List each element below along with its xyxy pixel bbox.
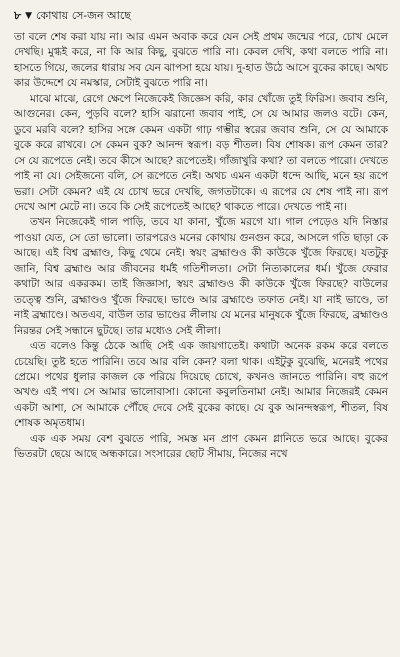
- page-number: ৮: [14, 8, 22, 22]
- paragraph: তা বলে শেষ করা যায় না। আর এমন অবাক করে যেন সেই প্রথম জন্মের পরে, চোখ মেলে দেখছি। মুগ্ধই করে, না কি আর কিছু, বুঝতে পারি না। কেবল দেখি, কথা বলতে পারি না। হাসতে গিয়ে, জলের ধারায় সব যেন ঝাপসা হয়ে যায়। দু-হাত উঠে আসে বুকের কাছে। অথচ কার উদ্দেশে যে নমস্কার, সেটাই বুঝতে পারি না।: [14, 31, 388, 90]
- body-text: [14, 30, 388, 463]
- paragraph: এত বলেও কিন্তু ঠেকে আছি সেই এক জায়গাতেই। কথাটা অনেক রকম করে বলতে চেয়েছি। তুষ্ট হতে পারিনি। তবে আর বলি কেন? বলা থাক। এইটুকু বুঝেছি, মনেরই পথের প্রেমে। পথের ধুলার কাজল কে পরিয়ে দিয়েছে চোখে, কখনও জানতে পারিনি। বহু রূপে অখণ্ড এই পথ। সে আমার ভালোবাসা। কোনো কবুলতিনামা নেই। আমার নিজেরই কেমন একটা আশা, সে আমাকে পৌঁছে দেবে সেই বুকের কাছে। যে বুক আনন্দস্বরূপ, শীতল, বিষ শোষক অমৃতধাম।: [14, 340, 388, 430]
- paragraph: মাঝে মাঝে, রেগে ক্ষেপে নিজেকেই জিজ্ঞেস করি, কার খোঁজে তুই ফিরিস। জবাব শুনি, আগুনের। কেন, পুড়বি বলে? হাসি ঝরানো জবাব পাই, সে যে আমার জলও বটে। কেন, ডুবে মরবি বলে? হাসির সঙ্গে কেমন একটা গাঢ় গম্ভীর স্বরের জবাব শুনি, সে যে আমাকে বুকে করে রাখবে। সে কেমন বুক? আনন্দ স্বরূপ। বড় শীতল। বিষ শোষক। রূপ কেমন তার? সে যে রূপেতে নেই। তবে কীসে আছে? রূপেতেই। গাঁজাখুরি কথা? তা বলতে পারো। দেখতে পাই না যে। সেইজন্যে বলি, সে রূপেতে নেই। অথচ এমন একটা ধন্দে আছি, মনে হয় রূপে ভরা। সেটা কেমন? এই যে চোখ ভরে দেখছি, জগতটাকে। এ রূপের যে শেষ পাই না। রূপ দেখে আশ মেটে না। তবে কি সেই রূপেতেই আছে? থাকতে পারে। দেখতে পাই না।: [14, 92, 388, 213]
- paragraph: এক এক সময় বেশ বুঝতে পারি, সমস্ত মন প্রাণ কেমন গ্লানিতে ভরে আছে। বুকের ভিতরটা ছেয়ে আছে অন্ধকারে। সংসারের ছোট সীমায়, নিজের নখে: [14, 432, 388, 461]
- chapter-title: কোথায় সে-জন আছে: [36, 8, 131, 22]
- triangle-icon: ▼: [25, 11, 33, 21]
- running-head: [14, 8, 388, 24]
- paragraph: তখন নিজেকেই গাল পাড়ি, তবে যা কানা, খুঁজে মরগে যা। গাল পেড়েও যদি নিস্তার পাওয়া যেত, সে তো ভালো। তারপরেও মনের কোথায় গুনগুন করে, আসলে গতি ছাড়া কে আছে। এই বিশ্ব ব্রহ্মাণ্ড, কিছু থেমে নেই। স্বয়ং ব্রহ্মাণ্ডও কী কাউকে খুঁজে ফিরছে। যতটুকু জানি, বিশ্ব ব্রহ্মাণ্ড আর জীবনের ধর্মই গতিশীলতা। সেটা নিত্যকালের ধর্ম। খুঁজে ফেরার কথাটা আর একরকম। তাই জিজ্ঞাসা, স্বয়ং ব্রহ্মাণ্ডও কী কাউকে খুঁজে ফিরছে? বাউলের তত্ত্বে শুনি, ব্রহ্মাণ্ডও খুঁজে ফিরছে। ভাণ্ডে আর ব্রহ্মাণ্ডে তফাত নেই। যা নাই ভাণ্ডে, তা নাই ব্রহ্মাণ্ডে। অতএব, বাউল তার ভাণ্ডের লীলায় যে মনের মানুষকে খুঁজে ফিরছে, ব্রহ্মাণ্ডও নিরন্তর সেই সন্ধানে ছুটছে। তার মধ্যেও সেই লীলা।: [14, 216, 388, 337]
